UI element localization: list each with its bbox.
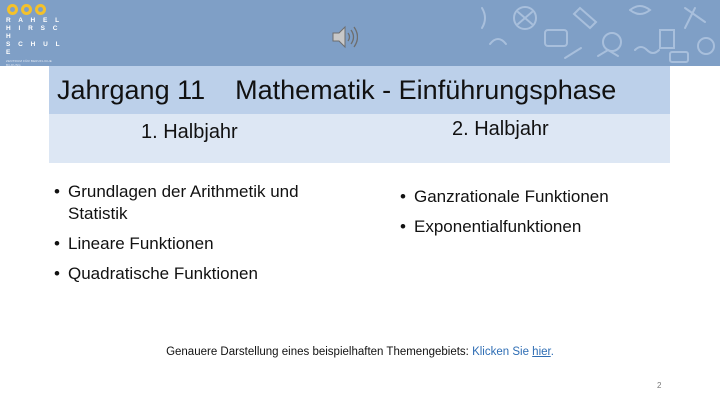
footer-period: . xyxy=(550,346,554,358)
logo-line-3: S C H U L E xyxy=(6,41,63,56)
topic-item: • Lineare Funktionen xyxy=(54,233,354,255)
topic-item: • Ganzrationale Funktionen xyxy=(400,186,680,208)
top-banner xyxy=(0,0,720,66)
halbjahr-1-topic-list xyxy=(54,181,354,293)
halbjahr-1-heading: 1. Halbjahr xyxy=(141,121,238,143)
footer-note xyxy=(0,346,720,358)
banner-doodle-pattern xyxy=(470,0,720,66)
topic-item: • Grundlagen der Arithmetik und Statistik xyxy=(54,181,354,225)
title-bar xyxy=(49,66,670,114)
header-halbjahr-1 xyxy=(49,114,354,163)
logo-line-2: H I R S C H xyxy=(6,25,61,40)
halbjahr-2-topic-list xyxy=(400,186,680,246)
header-halbjahr-2 xyxy=(354,114,670,163)
logo-emblem xyxy=(7,4,66,15)
slide-title: Jahrgang 11 Mathematik - Einführungsphase xyxy=(57,75,617,105)
hier-link[interactable]: hier xyxy=(532,346,551,358)
speaker-icon[interactable] xyxy=(330,24,358,50)
logo-tagline: ZENTRUM FÜR BERUFLICHE BILDUNG xyxy=(6,59,52,66)
topic-item: • Exponentialfunktionen xyxy=(400,216,680,238)
footer-click-text: Klicken Sie xyxy=(472,346,533,358)
footer-text: Genauere Darstellung eines beispielhaften Themengebiets: xyxy=(166,346,473,358)
topic-item: • Quadratische Funktionen xyxy=(54,263,354,285)
logo-line-1: R A H E L xyxy=(6,17,63,24)
page-number: 2 xyxy=(657,381,662,390)
school-logo xyxy=(6,4,66,66)
halbjahr-2-heading: 2. Halbjahr xyxy=(452,118,549,140)
